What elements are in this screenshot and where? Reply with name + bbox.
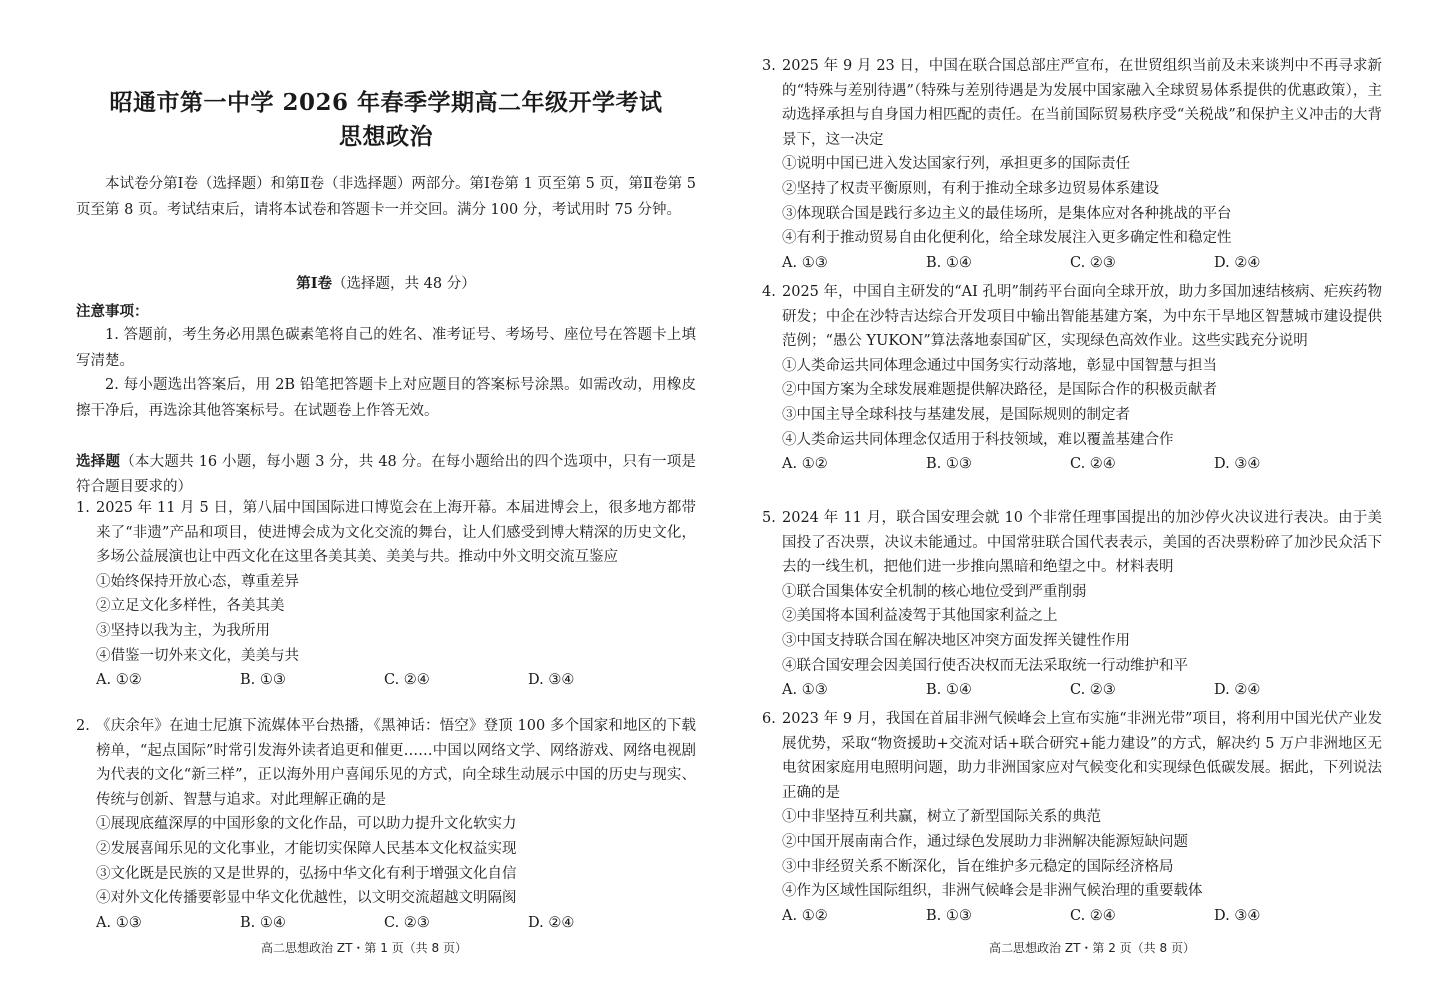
- question-4: [762, 280, 1382, 477]
- question-text: 2025 年，中国自主研发的“AI 孔明”制药平台面向全球开放，助力多国加速结核病、疟疾药物研发；中企在沙特吉达综合开发项目中输出智能基建方案，为中东干旱地区智慧城市建设提供范例；“愚公 YUKON”算法落地泰国矿区，实现绿色高效作业。这些实践充分说明: [782, 284, 1382, 350]
- question-text: 《庆余年》在迪士尼旗下流媒体平台热播，《黑神话：悟空》登顶 100 多个国家和地区的下载榜单，“起点国际”时常引发海外读者追更和催更……中国以网络文学、网络游戏、网络电视剧为代表的文化“新三样”，正以海外用户喜闻乐见的方式，向全球生动展示中国的历史与现实、传统与创新、智慧与追求。对此理解正确的是: [96, 718, 696, 808]
- choice-section-label: 选择题: [76, 453, 121, 470]
- question-5: [762, 506, 1382, 703]
- statement-4: ④联合国安理会因美国行使否决权而无法采取统一行动维护和平: [782, 657, 1188, 674]
- question-6: [762, 707, 1382, 928]
- answer-choices: [762, 251, 1382, 276]
- section-title-rest: （选择题，共 48 分）: [332, 276, 476, 292]
- question-number: 4.: [762, 284, 776, 300]
- question-stem: [762, 280, 1382, 354]
- statement-4: ④借鉴一切外来文化，美美与共: [96, 647, 299, 664]
- question-stem: [762, 707, 1382, 805]
- answer-c: C. ②③: [1070, 682, 1116, 699]
- question-text: 2025 年 11 月 5 日，第八届中国国际进口博览会在上海开幕。本届进博会上，很多地方都带来了“非遗”产品和项目，使进博会成为文化交流的舞台，让人们感受到博大精深的历史文化，多场公益展演也让中西文化在这里各美其美、美美与共。推动中外文明交流互鉴应: [96, 500, 696, 566]
- question-number: 5.: [762, 510, 776, 526]
- question-stem: [76, 496, 696, 570]
- statement-3: ③中国主导全球科技与基建发展，是国际规则的制定者: [782, 406, 1130, 423]
- section-title-bold: 第Ⅰ卷: [296, 275, 333, 292]
- question-stem: [762, 506, 1382, 580]
- answer-d: D. ③④: [528, 672, 575, 689]
- statement-2: ②发展喜闻乐见的文化事业，才能切实保障人民基本文化权益实现: [96, 840, 517, 857]
- notice-item-2: 2. 每小题选出答案后，用 2B 铅笔把答题卡上对应题目的答案标号涂黑。如需改动，用橡皮擦干净后，再选涂其他答案标号。在试题卷上作答无效。: [76, 377, 696, 419]
- statement-2: ②立足文化多样性，各美其美: [96, 598, 285, 615]
- page-footer-2: 高二思想政治 ZT・第 2 页（共 8 页）: [989, 941, 1195, 955]
- statement-2: ②中国开展南南合作，通过绿色发展助力非洲解决能源短缺问题: [782, 833, 1188, 850]
- statement-3: ③中非经贸关系不断深化，旨在维护多元稳定的国际经济格局: [782, 858, 1174, 875]
- answer-a: A. ①③: [96, 914, 142, 931]
- answer-choices: [76, 668, 696, 693]
- question-3: [762, 54, 1382, 275]
- statement-1: ①始终保持开放心态，尊重差异: [96, 573, 299, 590]
- exam-instructions: 本试卷分第Ⅰ卷（选择题）和第Ⅱ卷（非选择题）两部分。第Ⅰ卷第 1 页至第 5 页，第Ⅱ卷第 5 页至第 8 页。考试结束后，请将本试卷和答题卡一并交回。满分 100 分，考试用时 75 分钟。: [76, 176, 696, 218]
- statement-3: ③体现联合国是践行多边主义的最佳场所，是集体应对各种挑战的平台: [782, 205, 1232, 222]
- answer-d: D. ③④: [1214, 907, 1261, 924]
- question-stem: [762, 54, 1382, 152]
- answer-a: A. ①③: [782, 254, 828, 271]
- statement-4: ④有利于推动贸易自由化便利化，给全球发展注入更多确定性和稳定性: [782, 230, 1232, 247]
- answer-c: C. ②④: [384, 672, 430, 689]
- question-number: 1.: [76, 500, 90, 516]
- question-number: 2.: [76, 718, 90, 734]
- statement-3: ③中国支持联合国在解决地区冲突方面发挥关键性作用: [782, 632, 1130, 649]
- statement-1: ①中非坚持互利共赢，树立了新型国际关系的典范: [782, 809, 1101, 826]
- question-1: [76, 496, 696, 693]
- answer-b: B. ①④: [926, 682, 972, 699]
- choice-section-description: （本大题共 16 小题，每小题 3 分，共 48 分。在每小题给出的四个选项中，只有一项是符合题目要求的）: [76, 454, 697, 495]
- answer-c: C. ②④: [1070, 907, 1116, 924]
- statement-4: ④人类命运共同体理念仅适用于科技领域，难以覆盖基建合作: [782, 431, 1174, 448]
- question-2: [76, 714, 696, 935]
- question-text: 2023 年 9 月，我国在首届非洲气候峰会上宣布实施“非洲光带”项目，将利用中国光伏产业发展优势，采取“物资援助+交流对话+联合研究+能力建设”的方式，解决约 5 万户非洲地区无电贫困家庭用电照明问题，助力非洲国家应对气候变化和实现绿色低碳发展。据此，下列说法正确的是: [782, 711, 1382, 801]
- answer-choices: [762, 678, 1382, 703]
- subject-title: 思想政治: [339, 123, 433, 150]
- answer-b: B. ①③: [926, 907, 972, 924]
- question-number: 3.: [762, 58, 776, 74]
- answer-choices: [762, 904, 1382, 929]
- answer-a: A. ①②: [782, 907, 828, 924]
- answer-b: B. ①④: [240, 914, 286, 931]
- question-stem: [76, 714, 696, 812]
- statement-2: ②美国将本国利益凌驾于其他国家利益之上: [782, 608, 1058, 625]
- statement-4: ④作为区域性国际组织，非洲气候峰会是非洲气候治理的重要载体: [782, 883, 1203, 900]
- answer-b: B. ①④: [926, 254, 972, 271]
- answer-a: A. ①②: [96, 672, 142, 689]
- question-text: 2025 年 9 月 23 日，中国在联合国总部庄严宣布，在世贸组织当前及未来谈判中不再寻求新的“特殊与差别待遇”（特殊与差别待遇是为发展中国家融入全球贸易体系提供的优惠政策），主动选择承担与自身国力相匹配的责任。在当前国际贸易秩序受“关税战”和保护主义冲击的大背景下，这一决定: [782, 58, 1382, 148]
- notice-item-1: 1. 答题前，考生务必用黑色碳素笔将自己的姓名、准考证号、考场号、座位号在答题卡上填写清楚。: [76, 327, 696, 369]
- question-text: 2024 年 11 月，联合国安理会就 10 个非常任理事国提出的加沙停火决议进行表决。由于美国投了否决票，决议未能通过。中国常驻联合国代表表示，美国的否决票粉碎了加沙民众活下去的一线生机，把他们进一步推向黑暗和绝望之中。材料表明: [782, 510, 1382, 576]
- statement-1: ①联合国集体安全机制的核心地位受到严重削弱: [782, 583, 1087, 600]
- answer-b: B. ①③: [240, 672, 286, 689]
- answer-choices: [76, 911, 696, 936]
- page-footer-1: 高二思想政治 ZT・第 1 页（共 8 页）: [261, 941, 467, 955]
- statement-1: ①人类命运共同体理念通过中国务实行动落地，彰显中国智慧与担当: [782, 357, 1217, 374]
- statement-1: ①展现底蕴深厚的中国形象的文化作品，可以助力提升文化软实力: [96, 816, 517, 833]
- statement-3: ③坚持以我为主，为我所用: [96, 622, 270, 639]
- statement-2: ②坚持了权责平衡原则，有利于推动全球多边贸易体系建设: [782, 180, 1159, 197]
- answer-d: D. ②④: [1214, 254, 1261, 271]
- answer-a: A. ①③: [782, 682, 828, 699]
- answer-choices: [762, 452, 1382, 477]
- answer-c: C. ②③: [384, 914, 430, 931]
- notice-title: 注意事项：: [76, 303, 149, 320]
- answer-d: D. ②④: [528, 914, 575, 931]
- statement-3: ③文化既是民族的又是世界的，弘扬中华文化有利于增强文化自信: [96, 865, 517, 882]
- statement-4: ④对外文化传播要彰显中华文化优越性，以文明交流超越文明隔阂: [96, 890, 517, 907]
- exam-title: 昭通市第一中学 2026 年春季学期高二年级开学考试: [109, 89, 663, 116]
- answer-c: C. ②③: [1070, 254, 1116, 271]
- question-number: 6.: [762, 711, 776, 727]
- answer-a: A. ①②: [782, 456, 828, 473]
- section-title: [76, 272, 696, 293]
- answer-b: B. ①③: [926, 456, 972, 473]
- page-2: [728, 0, 1456, 1002]
- statement-2: ②中国方案为全球发展难题提供解决路径，是国际合作的积极贡献者: [782, 382, 1217, 399]
- choice-section-header: [76, 449, 696, 500]
- answer-d: D. ③④: [1214, 456, 1261, 473]
- statement-1: ①说明中国已进入发达国家行列，承担更多的国际责任: [782, 156, 1130, 173]
- answer-c: C. ②④: [1070, 456, 1116, 473]
- answer-d: D. ②④: [1214, 682, 1261, 699]
